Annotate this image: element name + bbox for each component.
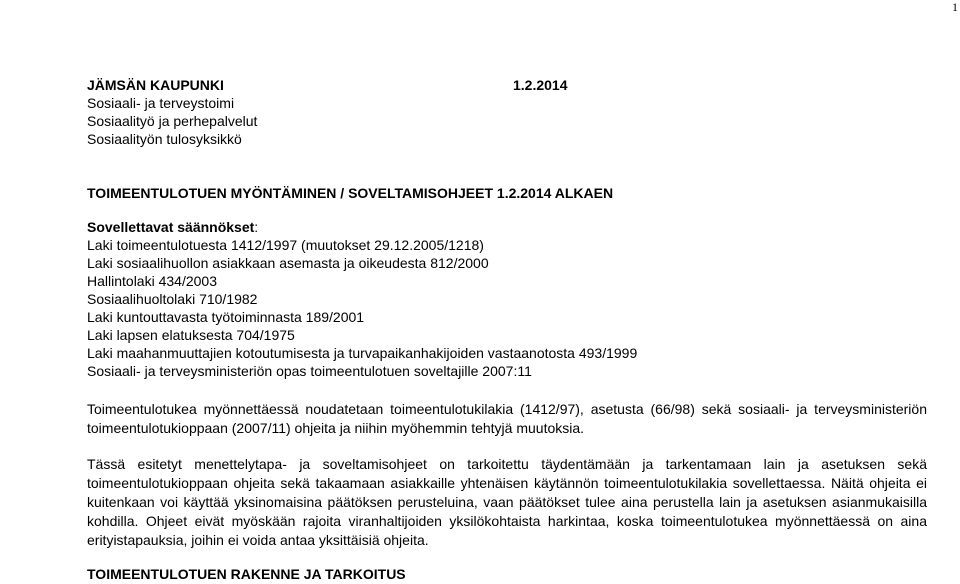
regulation-item: Laki sosiaalihuollon asiakkaan asemasta ja oikeudesta 812/2000 xyxy=(87,255,489,271)
intro-paragraph: Toimeentulotukea myönnettäessä noudatetaan toimeentulotukilakia (1412/97), asetusta (66/98) sekä sosiaali- ja terveysministeriön toimeentulotukioppaan (2007/11) ohjeita ja niihin myöhemmin tehtyjä muutoksia. xyxy=(87,401,927,436)
department-line: Sosiaalityön tulosyksikkö xyxy=(87,131,242,147)
regulation-item: Laki toimeentulotuesta 1412/1997 (muutokset 29.12.2005/1218) xyxy=(87,237,484,253)
section-heading: TOIMEENTULOTUEN RAKENNE JA TARKOITUS xyxy=(87,566,406,582)
document-date: 1.2.2014 xyxy=(513,77,568,93)
page-number: 1 xyxy=(952,0,958,14)
regulation-item: Sosiaalihuoltolaki 710/1982 xyxy=(87,291,258,307)
regulation-item: Laki lapsen elatuksesta 704/1975 xyxy=(87,327,295,343)
regulation-item: Laki kuntouttavasta työtoiminnasta 189/2001 xyxy=(87,309,365,325)
regulations-heading-line: Sovellettavat säännökset: xyxy=(87,219,259,235)
organization-name: JÄMSÄN KAUPUNKI xyxy=(87,77,224,93)
guidelines-paragraph: Tässä esitetyt menettelytapa- ja soveltamisohjeet on tarkoitettu täydentämään ja tarkentamaan lain ja asetuksen sekä toimeentulotukioppaan ohjeita sekä takaamaan asiakkaille yhtenäisen käytännön toimeentulotukilakia sovellettaessa. Näitä ohjeita ei kuitenkaan voi käyttää yksinomaisina päätöksen perusteluina, vaan päätökset tulee aina perustella lain ja asetuksen asianmukaisilla kohdilla. Ohjeet eivät myöskään rajoita viranhaltijoiden yksilökohtaista harkintaa, koska toimeentulotukea myönnettäessä on aina erityistapauksia, joihin ei voida antaa yksittäisiä ohjeita. xyxy=(87,456,927,548)
regulation-item: Laki maahanmuuttajien kotoutumisesta ja turvapaikanhakijoiden vastaanotosta 493/1999 xyxy=(87,345,638,361)
regulation-item: Hallintolaki 434/2003 xyxy=(87,273,217,289)
department-line: Sosiaalityö ja perhepalvelut xyxy=(87,113,258,129)
document-title: TOIMEENTULOTUEN MYÖNTÄMINEN / SOVELTAMISOHJEET 1.2.2014 ALKAEN xyxy=(87,185,614,201)
regulations-heading: Sovellettavat säännökset xyxy=(87,219,255,235)
regulation-item: Sosiaali- ja terveysministeriön opas toimeentulotuen soveltajille 2007:11 xyxy=(87,363,532,379)
department-line: Sosiaali- ja terveystoimi xyxy=(87,95,235,111)
